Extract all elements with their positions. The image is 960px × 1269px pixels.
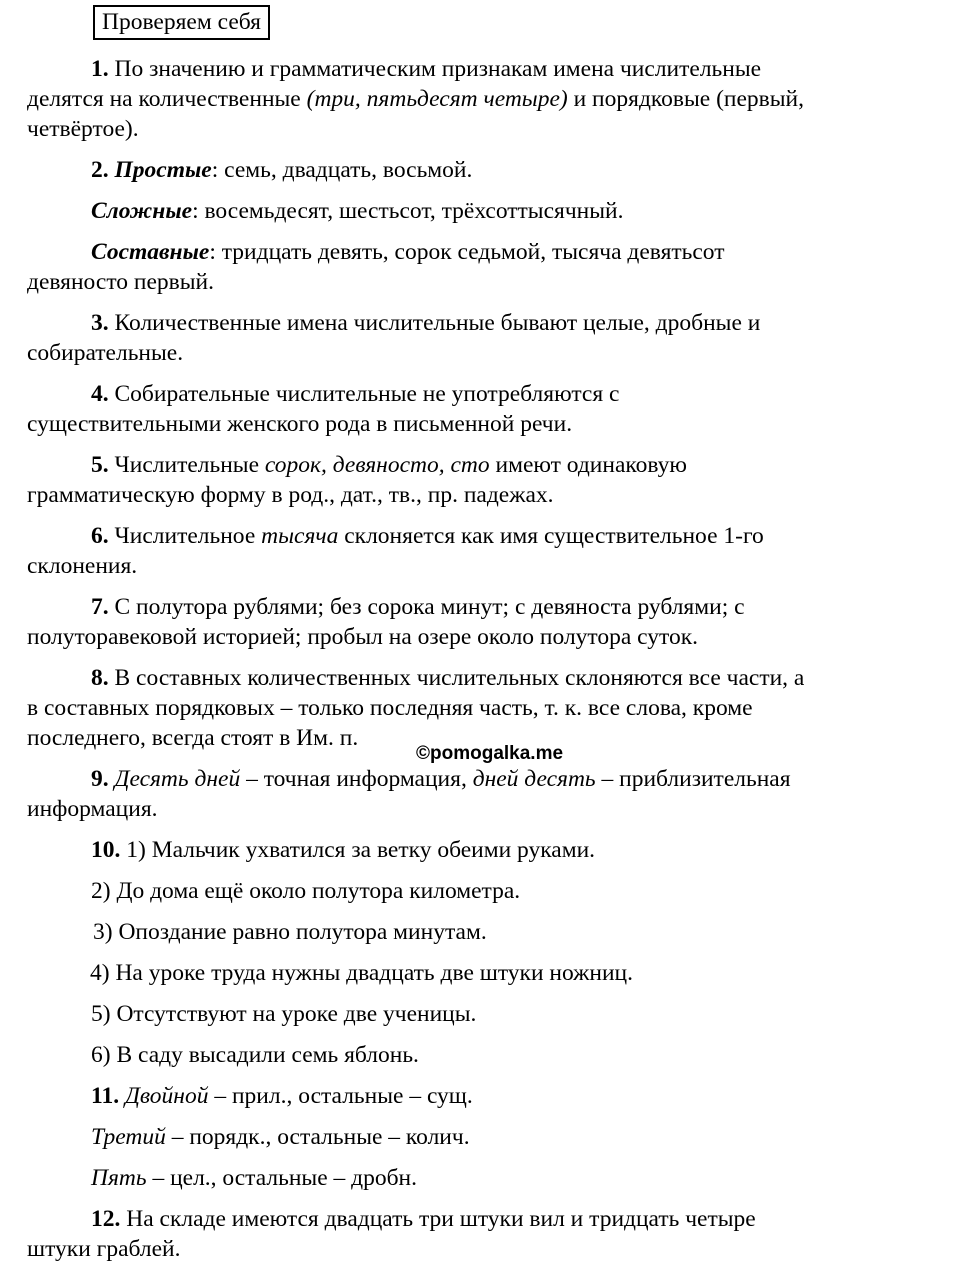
text: Числительное [108,523,262,549]
item-9-line-2 [27,794,158,824]
item-8-line-3 [27,723,358,753]
item-number: 6. [91,523,109,549]
item-6-line-1 [91,521,764,551]
text: – цел., остальные – дробн. [146,1165,417,1191]
item-7-line-2 [27,622,698,652]
item-number: 1. [91,56,109,82]
item-5-line-1 [91,450,687,480]
text: последнего, всегда стоят в Им. п. [27,725,359,751]
item-10-line-6 [91,1040,419,1070]
text: склоняется как имя существительное 1-го [338,523,764,549]
sentence: 3) Опоздание равно полутора минутам. [93,919,487,945]
item-10-line-5 [91,999,476,1029]
item-10-line-1 [91,835,595,865]
example-text: Двойной [119,1083,209,1109]
example-text: Десять дней [108,766,241,792]
item-number: 7. [91,594,109,620]
item-number: 10. [91,837,121,863]
item-1-line-3 [27,114,139,144]
item-number: 3. [91,310,109,336]
text: имеют одинаковую [489,452,687,478]
text: грамматическую форму в род., дат., тв., пр. падежах. [27,482,554,508]
text: в составных порядковых – только последняя часть, т. к. все слова, кроме [27,695,753,721]
example-text: тысяча [261,523,339,549]
text: штуки граблей. [27,1236,181,1262]
item-10-line-2 [91,876,520,906]
text: склонения. [27,553,138,579]
text: : семь, двадцать, восьмой. [211,157,473,183]
item-10-line-3 [93,917,487,947]
watermark: ©pomogalka.me [416,743,564,764]
text: существительными женского рода в письменной речи. [27,411,573,437]
text: На складе имеются двадцать три штуки вил и тридцать четыре [120,1206,756,1232]
item-11-line-2 [91,1122,470,1152]
item-number: 2. [91,157,109,183]
item-5-line-2 [27,480,554,510]
sentence: 5) Отсутствуют на уроке две ученицы. [91,1001,477,1027]
text: четвёртое). [27,116,139,142]
item-number: 11. [91,1083,120,1109]
text: – приблизительная [595,766,791,792]
example-text: (три, пятьдесят четыре) [306,86,568,112]
item-number: 9. [91,766,109,792]
item-2-line-1 [91,155,472,185]
text: делятся на количественные [27,86,307,112]
item-4-line-2 [27,409,572,439]
item-number: 5. [91,452,109,478]
text: Количественные имена числительные бывают целые, дробные и [108,310,761,336]
term: Составные [91,239,210,265]
item-2-line-3 [91,237,725,267]
text: : восемьдесят, шестьсот, трёхсоттысячный. [192,198,624,224]
item-12-line-1 [91,1204,756,1234]
item-11-line-1 [91,1081,473,1111]
item-number: 4. [91,381,109,407]
term: Простые [108,157,212,183]
text: девяносто первый. [27,269,215,295]
item-2-line-2 [91,196,623,226]
text: : тридцать девять, сорок седьмой, тысяча девятьсот [209,239,725,265]
item-2-line-4 [27,267,214,297]
section-heading: Проверяем себя [93,5,270,40]
text: собирательные. [27,340,184,366]
sentence: 6) В саду высадили семь яблонь. [91,1042,419,1068]
item-9-line-1 [91,764,791,794]
item-8-line-1 [91,663,804,693]
item-11-line-3 [91,1163,417,1193]
text: В составных количественных числительных склоняются все части, а [108,665,805,691]
text: Числительные [108,452,265,478]
example-text: Третий [91,1124,166,1150]
item-12-line-2 [27,1234,180,1264]
term: Сложные [91,198,193,224]
sentence: 2) До дома ещё около полутора километра. [91,878,521,904]
sentence: 1) Мальчик ухватился за ветку обеими руками. [120,837,596,863]
item-1-line-2 [27,84,804,114]
item-number: 8. [91,665,109,691]
text: полуторавековой историей; пробыл на озере около полутора суток. [27,624,699,650]
text: Собирательные числительные не употребляются с [108,381,620,407]
item-8-line-2 [27,693,753,723]
item-10-line-4 [90,958,633,988]
example-text: сорок, девяносто, сто [264,452,490,478]
example-text: Пять [91,1165,147,1191]
text: – точная информация, [240,766,473,792]
item-4-line-1 [91,379,619,409]
text: – прил., остальные – сущ. [208,1083,473,1109]
text: информация. [27,796,158,822]
item-3-line-1 [91,308,760,338]
text: С полутора рублями; без сорока минут; с девяноста рублями; с [108,594,745,620]
item-1-line-1 [91,54,761,84]
text: и порядковые (первый, [567,86,804,112]
sentence: 4) На уроке труда нужны двадцать две штуки ножниц. [90,960,634,986]
text: По значению и грамматическим признакам имена числительные [108,56,762,82]
item-7-line-1 [91,592,745,622]
item-number: 12. [91,1206,121,1232]
item-6-line-2 [27,551,137,581]
text: – порядк., остальные – колич. [165,1124,470,1150]
item-3-line-2 [27,338,183,368]
example-text: дней десять [472,766,596,792]
